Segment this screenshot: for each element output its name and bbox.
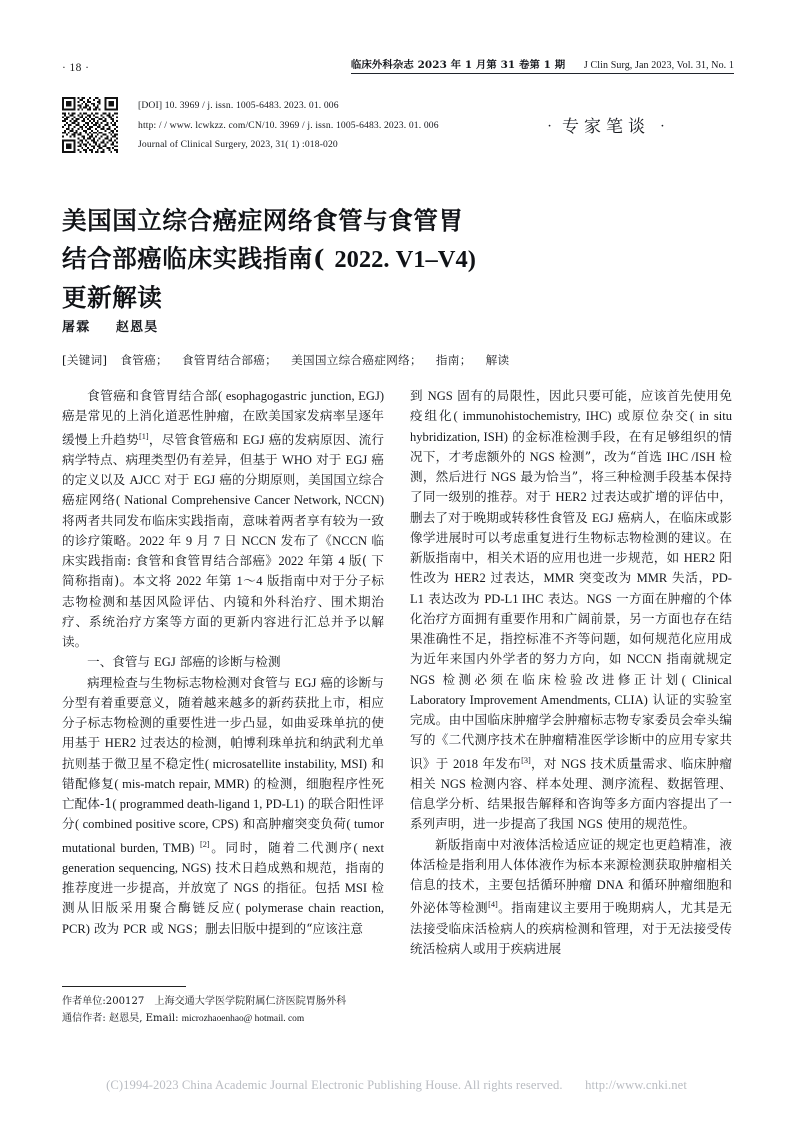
keyword-4: 指南；: [435, 353, 472, 367]
corresponding-email[interactable]: microzhaoenhao@ hotmail. com: [181, 1013, 305, 1024]
running-head: [62, 52, 734, 74]
body-column-right: [410, 386, 732, 959]
page-title: [62, 202, 532, 317]
title-line-1: 美国国立综合癌症网络食管与食管胃: [62, 206, 464, 236]
keyword-3: 美国国立综合癌症网络；: [291, 353, 422, 367]
keywords-label: [关键词]: [62, 353, 108, 367]
qr-code-icon: [62, 97, 118, 153]
biomarker-paragraph: 病理检查与生物标志物检测对食管与 EGJ 癌的诊断与分型有着重要意义，随着越来越多的新药获批上市，相应分子标志物检测的重要性进一步凸显，如曲妥珠单抗的使用基于 HER2 过表达的检测，帕博利珠单抗和纳武利尤单抗则基于微卫星不稳定性( microsatellite instability, MSI) 和错配修复( mis-match repair, MMR) 的检测，细胞程序性死亡配体-1( programmed death-ligand 1, PD-L1) 的联合阳性评分( combined positive score, CPS) 和高肿瘤突变负荷( tumor mutational burden, TMB) [2]。同时，随着二代测序( next generation sequencing, NGS) 技术日趋成熟和规范，指南的推荐度进一步提高，并放宽了 NGS 的指征。包括 MSI 检测从旧版采用聚合酶链反应( polymerase chain reaction, PCR) 改为 PCR 或 NGS；删去旧版中提到的“应该注意: [62, 674, 384, 936]
page-number: · 18 ·: [62, 62, 90, 74]
title-line-2-latin: 2022. V1–V4): [334, 246, 476, 274]
intro-paragraph: 食管癌和食管胃结合部( esophagogastric junction, EGJ) 癌是常见的上消化道恶性肿瘤，在欧美国家发病率呈逐年缓慢上升趋势[1]，尽管食管癌和 EGJ 癌的发病原因、流行病学特点、病理类型仍有差异，但基于 WHO 对于 EGJ 癌的定义以及 AJCC 对于 EGJ 癌的分期原则，美国国立综合癌症网络( National Comprehensive Cancer Network, NCCN) 将两者共同发布临床实践指南，意味着两者享有较为一致的诊疗策略。2022 年 9 月 7 日 NCCN 发布了《NCCN 临床实践指南: 食管和食管胃结合部癌》2022 年第 4 版( 下简称指南)。本文将 2022 年第 1～4 版指南中对于分子标志物检测和基因风险评估、内镜和外科治疗、围术期治疗、系统治疗方案等方面的更新内容进行汇总并予以解读。: [62, 388, 385, 649]
journal-citation-line: [351, 56, 734, 74]
keyword-1: 食管癌；: [120, 353, 168, 367]
doi-lines: [138, 96, 482, 155]
cnki-copyright: (C)1994-2023 China Academic Journal Electronic Publishing House. All rights reserved.: [106, 1078, 563, 1092]
doi-identifier: [DOI] 10. 3969 / j. issn. 1005-6483. 2023. 01. 006: [138, 100, 339, 111]
keyword-5: 解读: [485, 353, 510, 367]
title-line-2: [62, 240, 532, 279]
cnki-footer: [0, 1078, 793, 1093]
affiliation-line: 作者单位:200127 上海交通大学医学院附属仁济医院胃肠外科: [62, 996, 347, 1007]
doi-block: [62, 96, 482, 155]
doi-citation: Journal of Clinical Surgery, 2023, 31( 1) :018-020: [138, 139, 338, 150]
corresponding-author-line: [62, 1011, 392, 1028]
keyword-2: 食管胃结合部癌；: [181, 353, 278, 367]
footnote-block: [62, 986, 392, 1027]
kicker-dot-left: ·: [547, 119, 552, 134]
liquid-biopsy-paragraph: 新版指南中对液体活检适应证的规定也更趋精准，液体活检是指利用人体体液作为标本来源检测获取肿瘤相关信息的技术，主要包括循环肿瘤 DNA 和循环肿瘤细胞和外泌体等检测[4]。指南建议主要用于晚期病人，尤其是无法接受临床活检病人的疾病检测和管理，对于无法接受传统活检病人或用于疾病进展: [410, 836, 732, 956]
section-kicker: [481, 112, 731, 137]
author-2: 赵恩昊: [115, 320, 159, 335]
body-column-left: [62, 386, 384, 939]
footnote-rule: [62, 986, 186, 987]
ngs-continuation-paragraph: 到 NGS 固有的局限性，因此只要可能，应该首先使用免疫组化( immunohistochemistry, IHC) 或原位杂交( in situ hybridization, ISH) 的金标准检测手段，在有足够组织的情况下，才考虑额外的 NGS 检测”，改为“首选 IHC /ISH 检测，然后进行 NGS 最为恰当”，将三种检测手段基本保持了同一级别的推荐。对于 HER2 过表达或扩增的评估中，删去了对于晚期或转移性食管及 EGJ 癌病人，在临床或影像学进展时可以考虑重复进行生物标志物检测的建议。在新版指南中，相关术语的应用也进一步规范，如 HER2 阳性改为 HER2 过表达，MMR 突变改为 MMR 失活，PD-L1 表达改为 PD-L1 IHC 表达。NGS 一方面在肿瘤的个体化治疗方面拥有重要作用和广阔前景，另一方面也存在结果准确性不足，指控标准不齐等问题，如何规范化应用成为近年来国内外学者的努力方向，如 NCCN 指南就规定 NGS 检测必须在临床检验改进修正计划( Clinical Laboratory Improvement Amendments, CLIA) 认证的实验室完成。由中国临床肿瘤学会肿瘤标志物专家委员会牵头编写的《二代测序技术在肿瘤精准医学诊断中的应用专家共识》于 2018 年发布[3]，对 NGS 技术质量需求、临床肿瘤相关 NGS 检测内容、样本处理、测序流程、数据管理、信息学分析、结果报告解释和咨询等多方面内容提出了一系列声明，进一步提高了我国 NGS 使用的规范性。: [410, 388, 733, 832]
author-1: 屠霖: [62, 320, 91, 335]
author-list: [62, 316, 158, 335]
journal-citation-en: J Clin Surg, Jan 2023, Vol. 31, No. 1: [583, 60, 734, 71]
corresponding-label: 通信作者: 赵恩昊, Email:: [62, 1012, 182, 1024]
kicker-label: 专家笔谈: [562, 117, 650, 137]
keywords-line: [62, 352, 662, 368]
doi-url[interactable]: http: / / www. lcwkzz. com/CN/10. 3969 / j. issn. 1005-6483. 2023. 01. 006: [138, 119, 439, 131]
journal-citation-cn: 临床外科杂志 2023 年 1 月第 31 卷第 1 期: [350, 59, 566, 71]
section-heading-1: 一、食管与 EGJ 部癌的诊断与检测: [87, 654, 281, 670]
kicker-dot-right: ·: [660, 119, 665, 134]
cnki-url[interactable]: http://www.cnki.net: [585, 1078, 687, 1092]
title-line-3: 更新解读: [62, 283, 163, 313]
title-line-2-cn: 结合部癌临床实践指南(: [62, 244, 335, 274]
